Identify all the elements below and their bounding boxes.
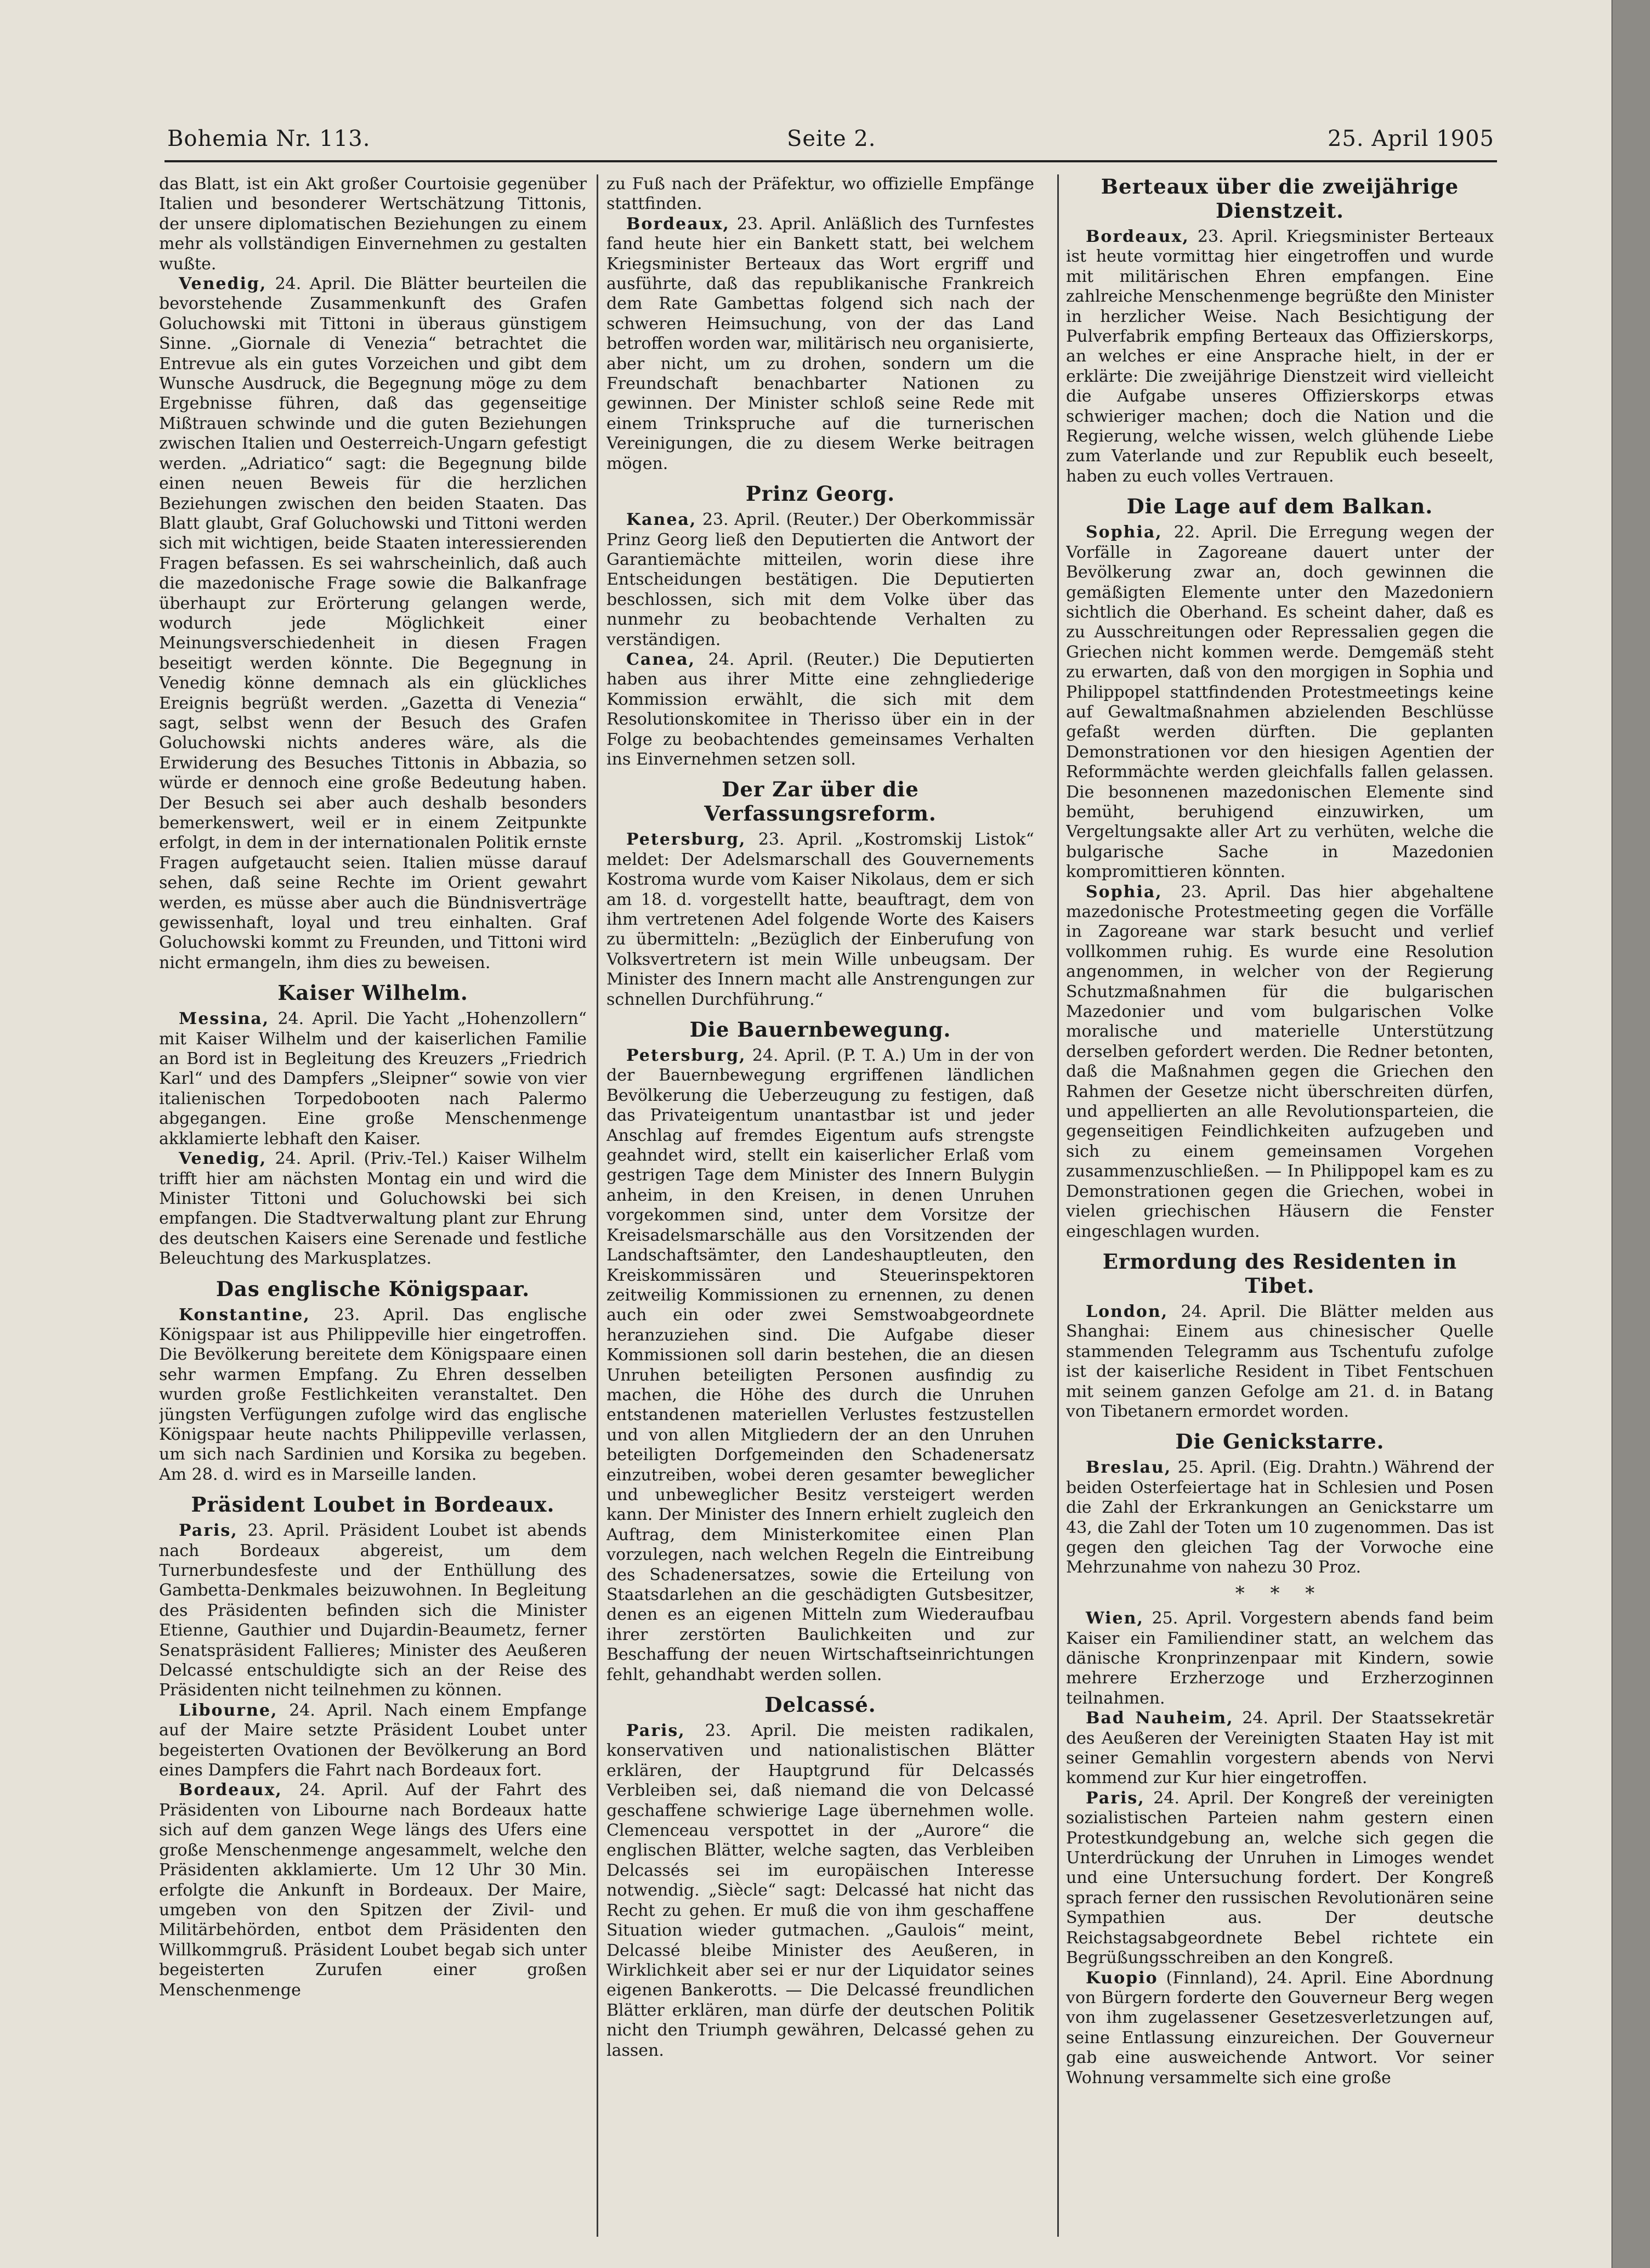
column-3 — [1066, 174, 1494, 2237]
dateline: Canea, — [626, 649, 696, 669]
article-paragraph: zu Fuß nach der Präfektur, wo offizielle Empfänge stattfinden. — [606, 174, 1034, 214]
section-heading-tibet: Ermordung des Residenten in Tibet. — [1102, 1249, 1458, 1298]
dateline: Paris, — [1086, 1788, 1145, 1808]
article-paragraph: London, 24. April. Die Blätter melden aus Shanghai: Einem aus chinesischer Quelle stammenden Telegramm aus Tschentufu zufolge ist der kaiserliche Resident in Tibet Fentschuen mit seinem ganzen Gefolge am 21. d. in Batang von Tibetanern ermordet worden. — [1066, 1302, 1494, 1421]
section-heading-loubet: Präsident Loubet in Bordeaux. — [191, 1492, 555, 1517]
section-heading-koenigspaar: Das englische Königspaar. — [216, 1276, 530, 1301]
dateline: Sophia, — [1086, 523, 1163, 542]
column-1 — [159, 174, 587, 2237]
dateline: Paris, — [179, 1521, 238, 1541]
article-paragraph: Konstantine, 23. April. Das englische Königspaar ist aus Philippeville hier eingetroffen. Die Bevölkerung bereitete dem Königspaare einen sehr warmen Empfang. Zu Ehren desselben wurden große Festlichkeiten veranstaltet. Den jüngsten Verfügungen zufolge wird das englische Königspaar heute nachts Philippeville verlassen, um sich nach Sardinien und Korsika zu begeben. Am 28. d. wird es in Marseille landen. — [159, 1305, 587, 1484]
dateline: Messina, — [179, 1009, 270, 1029]
section-separator-stars: * * * — [1235, 1582, 1325, 1604]
article-paragraph: Messina, 24. April. Die Yacht „Hohenzollern“ mit Kaiser Wilhelm und der kaiserlichen Familie an Bord ist in Begleitung des Kreuzers „Friedrich Karl“ und des Dampfers „Sleipner“ sowie von vier italienischen Torpedobooten nach Palermo abgegangen. Eine große Menschenmenge akklamierte lebhaft den Kaiser. — [159, 1009, 587, 1149]
dateline: Petersburg, — [626, 830, 746, 850]
article-paragraph: Paris, 23. April. Präsident Loubet ist abends nach Bordeaux abgereist, um dem Turnerbundesfeste und der Enthüllung des Gambetta-Denkmales beizuwohnen. In Begleitung des Präsidenten befinden sich die Minister Etienne, Gauthier und Dujardin-Beaumetz, ferner Senatspräsident Fallieres; Minister des Aeußeren Delcassé entschuldigte sich an der Reise des Präsidenten nicht teilnehmen zu können. — [159, 1521, 587, 1700]
article-paragraph: Bordeaux, 23. April. Kriegsminister Berteaux ist heute vormittag hier eingetroffen und wurde mit militärischen Ehren empfangen. Eine zahlreiche Menschenmenge begrüßte den Minister in herzlicher Weise. Nach Besichtigung der Pulverfabrik empfing Berteaux das Offizierskorps, an welches er eine Ansprache hielt, in der er erklärte: Die zweijährige Dienstzeit wird vielleicht die Aufgabe unseres Offizierskorps etwas schwieriger machen; doch die Nation und die Regierung, welche wissen, welch glühende Liebe zum Vaterlande und zur Republik euch beseelt, haben zu euch volles Vertrauen. — [1066, 227, 1494, 486]
section-heading-zar: Der Zar über die Verfassungsreform. — [704, 777, 937, 826]
section-heading-balkan: Die Lage auf dem Balkan. — [1126, 494, 1433, 519]
header-page-number: Seite 2. — [787, 126, 876, 151]
article-paragraph: Bordeaux, 24. April. Auf der Fahrt des Präsidenten von Libourne nach Bordeaux hatte sich auf dem ganzen Wege längs des Ufers eine große Menschenmenge angesammelt, welche den Präsidenten akklamierte. Um 12 Uhr 30 Min. erfolgte die Ankunft in Bordeaux. Der Maire, umgeben von den Spitzen der Zivil- und Militärbehörden, entbot dem Präsidenten den Willkommgruß. Präsident Loubet begab sich unter begeisterten Zurufen einer großen Menschenmenge — [159, 1780, 587, 2000]
article-paragraph: Breslau, 25. April. (Eig. Drahtn.) Während der beiden Osterfeiertage hat in Schlesien und Posen die Zahl der Erkrankungen an Genickstarre um 43, die Zahl der Toten um 10 zugenommen. Das ist gegen den gleichen Tag der Vorwoche eine Mehrzunahme von nahezu 30 Proz. — [1066, 1458, 1494, 1577]
dateline: Bordeaux, — [626, 214, 730, 234]
dateline: Libourne, — [179, 1700, 278, 1720]
section-heading-kaiser-wilhelm: Kaiser Wilhelm. — [277, 981, 468, 1005]
dateline: Sophia, — [1086, 882, 1163, 902]
header-rule — [165, 160, 1497, 162]
dateline: Kuopio — [1086, 1968, 1158, 1988]
article-paragraph: Sophia, 23. April. Das hier abgehaltene mazedonische Protestmeeting gegen die Vorfälle in Zagoreane war stark besucht und verlief vollkommen ruhig. Es wurde eine Resolution angenommen, in welcher von der Regierung Schutzmaßnahmen für die bulgarischen Mazedonier und vom bulgarischen Volke moralische und materielle Unterstützung derselben gefordert werden. Die Redner betonten, daß die Maßnahmen gegen die Griechen den Rahmen der Gesetze nicht überschreiten dürfen, und appellierten an alle Revolutionsparteien, die gegenseitigen Feindlichkeiten aufzugeben und sich zu einem gemeinsamen Vorgehen zusammenzuschließen. — In Philippopel kam es zu Demonstrationen gegen die Griechen, wobei in vielen griechischen Häusern die Fenster eingeschlagen wurden. — [1066, 882, 1494, 1241]
dateline: Petersburg, — [626, 1046, 746, 1066]
dateline: Breslau, — [1086, 1458, 1172, 1478]
article-paragraph: Kanea, 23. April. (Reuter.) Der Oberkommissär Prinz Georg ließ den Deputierten die Antwort der Garantiemächte mitteilen, worin diese ihre Entscheidungen bestätigen. Die Deputierten beschlossen, sich mit dem Volke über das nunmehr zu beobachtende Verhalten zu verständigen. — [606, 510, 1034, 649]
article-paragraph: Paris, 23. April. Die meisten radikalen, konservativen und nationalistischen Blätter erklären, der Hauptgrund für Delcassés Verbleiben sei, daß niemand die von Delcassé geschaffene schwierige Lage übernehmen wolle. Clemenceau verspottet in der „Aurore“ die englischen Blätter, welche sagten, das Verbleiben Delcassés sei im europäischen Interesse notwendig. „Siècle“ sagt: Delcassé hat nicht das Recht zu gehen. Er muß die von ihm geschaffene Situation wieder gutmachen. „Gaulois“ meint, Delcassé bleibe Minister des Aeußeren, in Wirklichkeit aber sei er nur der Liquidator seines eigenen Bankerotts. — Die Delcassé freundlichen Blätter erklären, man dürfe der deutschen Politik nicht den Triumph gewähren, Delcassé gehen zu lassen. — [606, 1721, 1034, 2060]
article-paragraph: Venedig, 24. April. Die Blätter beurteilen die bevorstehende Zusammenkunft des Grafen Goluchowski mit Tittoni in überaus günstigem Sinne. „Giornale di Venezia“ betrachtet die Entrevue als ein gutes Vorzeichen und gibt dem Wunsche Ausdruck, die Begegnung möge zu dem Ergebnisse führen, daß das gegenseitige Mißtrauen schwinde und die guten Beziehungen zwischen Italien und Oesterreich-Ungarn gefestigt werden. „Adriatico“ sagt: die Begegnung bilde einen neuen Beweis für die herzlichen Beziehungen zwischen den beiden Staaten. Das Blatt glaubt, Graf Goluchowski und Tittoni werden sich mit wichtigen, beide Staaten interessierenden Fragen befassen. Es sei wahrscheinlich, daß auch die mazedonische Frage sowie die Balkanfrage überhaupt zur Erörterung gelangen werde, wodurch jede Möglichkeit einer Meinungsverschiedenheit in diesen Fragen beseitigt werden könnte. Die Begegnung in Venedig könne demnach als ein glückliches Ereignis begrüßt werden. „Gazetta di Venezia“ sagt, selbst wenn der Besuch des Grafen Goluchowski nichts anderes wäre, als die Erwiderung des Besuches Tittonis in Abbazia, so würde er dennoch eine große Bedeutung haben. Der Besuch sei aber auch deshalb besonders bemerkenswert, weil er in einem Zeitpunkte erfolgt, in dem in der internationalen Politik ernste Fragen aufgetaucht seien. Italien müsse darauf sehen, daß seine Rechte im Orient gewahrt werden, es müsse aber auch die Bündnisverträge gewissenhaft, loyal und treu einhalten. Graf Goluchowski kommt zu Freunden, und Tittoni wird nicht ermangeln, ihm dies zu beweisen. — [159, 274, 587, 972]
section-heading-prinz-georg: Prinz Georg. — [745, 482, 895, 506]
dateline: Bordeaux, — [1086, 227, 1189, 246]
page-header — [167, 126, 1494, 165]
article-paragraph: Canea, 24. April. (Reuter.) Die Deputierten haben aus ihrer Mitte eine zehngliederige Kommission erwählt, die sich mit dem Resolutionskomitee in Therisso über ein in der Folge zu beobachtendes gemeinsames Verhalten ins Einvernehmen setzen soll. — [606, 649, 1034, 769]
dateline: Bad Nauheim, — [1086, 1709, 1234, 1728]
header-date: 25. April 1905 — [1327, 126, 1494, 151]
article-paragraph: Paris, 24. April. Der Kongreß der vereinigten sozialistischen Parteien nahm gestern einen Protestkundgebung an, welche sich gegen die Unterdrückung der Unruhen in Limoges wendet und eine Untersuchung fordert. Der Kongreß sprach ferner den russischen Revolutionären seine Sympathien aus. Der deutsche Reichstagsabgeordnete Bebel richtete ein Begrüßungsschreiben an den Kongreß. — [1066, 1788, 1494, 1968]
article-paragraph: das Blatt, ist ein Akt großer Courtoisie gegenüber Italien und besonderer Wertschätzung Tittonis, der unsere diplomatischen Beziehungen zu einem mehr als vollständigen Einvernehmen zu gestalten wußte. — [159, 174, 587, 274]
column-divider-1 — [597, 174, 598, 2237]
dateline: London, — [1086, 1302, 1169, 1321]
article-paragraph: Bordeaux, 23. April. Anläßlich des Turnfestes fand heute hier ein Bankett statt, bei welchem Kriegsminister Berteaux das Wort ergriff und ausführte, daß das republikanische Frankreich dem Rate Gambettas folgend sich nach der schweren Heimsuchung, von der das Land betroffen worden war, militärisch neu organisierte, aber nicht, um zu drohen, sondern um die Freundschaft benachbarter Nationen zu gewinnen. Der Minister schloß seine Rede mit einem Trinkspruche auf die turnerischen Vereinigungen, die zu diesem Werke beitragen mögen. — [606, 214, 1034, 473]
section-heading-bauernbewegung: Die Bauernbewegung. — [689, 1017, 951, 1042]
dateline: Kanea, — [626, 510, 697, 530]
section-heading-delcasse: Delcassé. — [764, 1693, 876, 1717]
article-paragraph: Libourne, 24. April. Nach einem Empfange auf der Maire setzte Präsident Loubet unter begeisterten Ovationen der Bevölkerung an Bord eines Dampfers die Fahrt nach Bordeaux fort. — [159, 1700, 587, 1780]
dateline: Paris, — [626, 1721, 685, 1741]
section-heading-genickstarre: Die Genickstarre. — [1175, 1429, 1385, 1454]
article-paragraph: Petersburg, 23. April. „Kostromskij Listok“ meldet: Der Adelsmarschall des Gouvernements Kostroma wurde vom Kaiser Nikolaus, dem er sich am 18. d. vorgestellt hatte, beauftragt, dem von ihm vertretenen Adel folgende Worte des Kaisers zu übermitteln: „Bezüglich der Einberufung von Volksvertretern ist mein Wille unbeugsam. Der Minister des Innern macht alle Anstrengungen zur schnellen Durchführung.“ — [606, 830, 1034, 1009]
article-paragraph: Wien, 25. April. Vorgestern abends fand beim Kaiser ein Familiendiner statt, an welchem das dänische Kronprinzenpaar mit Kindern, sowie mehrere Erzherzoge und Erzherzoginnen teilnahmen. — [1066, 1609, 1494, 1708]
article-paragraph: Venedig, 24. April. (Priv.-Tel.) Kaiser Wilhelm trifft hier am nächsten Montag ein und wird die Minister Tittoni und Goluchowski bei sich empfangen. Die Stadtverwaltung plant zur Ehrung des deutschen Kaisers eine Serenade und festliche Beleuchtung des Markusplatzes. — [159, 1149, 587, 1269]
dateline: Venedig, — [179, 1149, 267, 1169]
dateline: Bordeaux, — [179, 1780, 282, 1800]
article-paragraph: Sophia, 22. April. Die Erregung wegen der Vorfälle in Zagoreane dauert unter der Bevölkerung zwar an, doch gewinnen die gemäßigten Elemente unter den Mazedoniern sichtlich die Oberhand. Es scheint daher, daß es zu Ausschreitungen oder Repressalien gegen die Griechen nicht kommen werde. Demgemäß steht zu erwarten, daß von den morgigen in Sophia und Philippopel stattfindenden Protestmeetings keine auf Gewaltmaßnahmen abzielenden Beschlüsse gefaßt werden dürften. Die geplanten Demonstrationen vor den hiesigen Agentien der Reformmächte werden gleichfalls fallen gelassen. Die besonnenen mazedonischen Elemente sind bemüht, beruhigend einzuwirken, um Vergeltungsakte aller Art zu verhüten, welche die bulgarische Sache in Mazedonien kompromittieren könnten. — [1066, 523, 1494, 882]
column-divider-2 — [1057, 174, 1059, 2237]
column-2 — [606, 174, 1034, 2237]
article-paragraph: Kuopio (Finnland), 24. April. Eine Abordnung von Bürgern forderte den Gouverneur Berg wegen von ihm zugelassener Gesetzesverletzungen auf, seine Entlassung einzureichen. Der Gouverneur gab eine ausweichende Antwort. Vor seiner Wohnung versammelte sich eine große — [1066, 1968, 1494, 2088]
dateline: Venedig, — [179, 274, 267, 294]
article-paragraph: Bad Nauheim, 24. April. Der Staatssekretär des Aeußeren der Vereinigten Staaten Hay ist mit seiner Gemahlin vorgestern abends von Nervi kommend zur Kur hier eingetroffen. — [1066, 1709, 1494, 1788]
header-paper-issue: Bohemia Nr. 113. — [167, 126, 371, 151]
section-heading-berteaux: Berteaux über die zweijährige Dienstzeit. — [1101, 174, 1459, 223]
article-paragraph: Petersburg, 24. April. (P. T. A.) Um in der von der Bauernbewegung ergriffenen ländlichen Bevölkerung die Ueberzeugung zu festigen, daß das Privateigentum unantastbar ist und jeder Anschlag auf fremdes Eigentum aufs strengste geahndet wird, stellt ein kaiserlicher Erlaß vom gestrigen Tage dem Minister des Innern Bulygin anheim, in den Kreisen, in denen Unruhen vorgekommen sind, unter dem Vorsitze der Kreisadelsmarschälle aus den Vorsitzenden der Landschaftsämter, den Landeshauptleuten, den Kreiskommissären und Steuerinspektoren zeitweilig Kommissionen zu ernennen, zu denen auch ein oder zwei Semstwoabgeordnete heranzuziehen sind. Die Aufgabe dieser Kommissionen soll darin bestehen, die an diesen Unruhen beteiligten Personen ausfindig zu machen, die Höhe des durch die Unruhen entstandenen materiellen Verlustes festzustellen und von allen Mitgliedern der an den Unruhen beteiligten Dorfgemeinden den Schadenersatz einzutreiben, wobei deren gesamter beweglicher und unbeweglicher Besitz versteigert werden kann. Der Minister des Innern erhielt zugleich den Auftrag, dem Ministerkomitee einen Plan vorzulegen, nach welchen Regeln die Eintreibung des Schadenersatzes, sowie die Erteilung von Staatsdarlehen an die geschädigten Gutsbesitzer, denen es an eigenen Mitteln zum Wiederaufbau ihrer zerstörten Baulichkeiten und zur Beschaffung der neuen Wirtschaftseinrichtungen fehlt, gehandhabt werden sollen. — [606, 1046, 1034, 1684]
scan-margin — [1612, 0, 1650, 2268]
dateline: Konstantine, — [179, 1305, 310, 1325]
dateline: Wien, — [1086, 1609, 1144, 1628]
